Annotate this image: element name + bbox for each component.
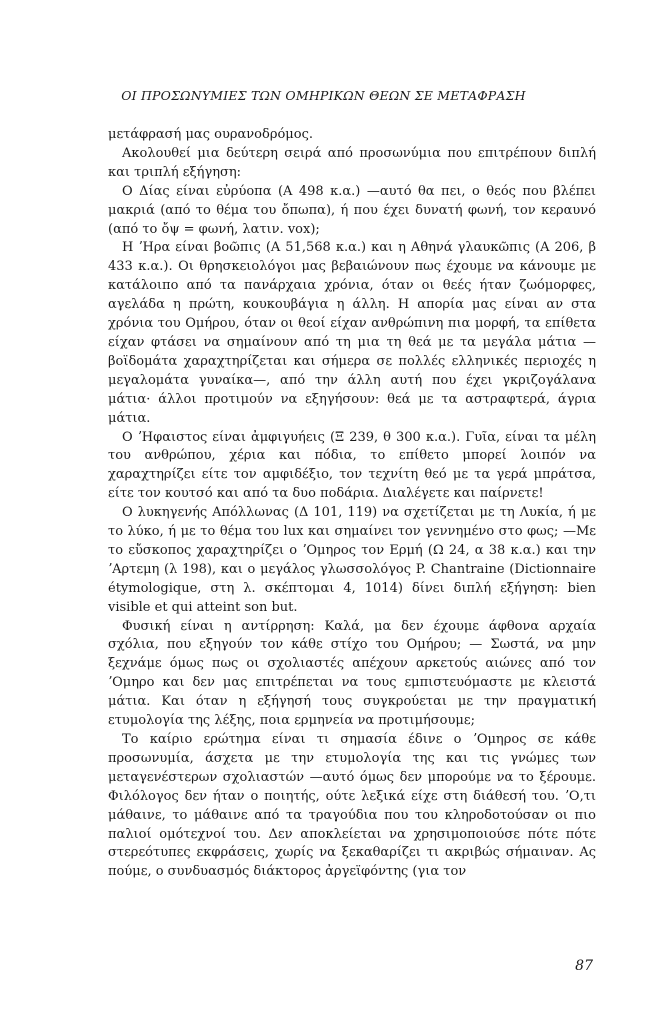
paragraph: Το καίριο ερώτημα είναι τι σημασία έδινε ο ʼΟμηρος σε κάθε προσωνυμία, άσχετα με την ετυμολογία της και τις γνώμες των μεταγενέστερων σχολιαστών —αυτό όμως δεν μπορούμε να το ξέρουμε. Φιλόλογος δεν ήταν ο ποιητής, ούτε λεξικά είχε στη διάθεσή του. ʼΟ,τι μάθαινε, το μάθαινε από τα τραγούδια που του κληροδοτούσαν οι πιο παλιοί ομότεχνοί του. Δεν αποκλείεται να χρησιμοποιούσε πότε πότε στερεότυπες εκφράσεις, χωρίς να ξεκαθαρίζει τι ακριβώς σήμαιναν. Ας πούμε, ο συνδυασμός διάκτορος ἀργεϊφόντης (για τον bbox=[108, 732, 596, 880]
paragraph: Φυσική είναι η αντίρρηση: Καλά, μα δεν έχουμε άφθονα αρχαία σχόλια, που εξηγούν τον κάθε στίχο του Ομήρου; — Σωστά, να μην ξεχνάμε όμως πως οι σχολιαστές απέχουν αρκετούς αιώνες από τον ʼΟμηρο και δεν μας επιτρέπεται να τους εμπιστευόμαστε με κλειστά μάτια. Και όταν η εξήγησή τους συγκρούεται με την πραγματική ετυμολογία της λέξης, ποια ερμηνεία να προτιμήσουμε; bbox=[108, 618, 596, 729]
page-number: 87 bbox=[575, 958, 593, 974]
paragraph: Ακολουθεί μια δεύτερη σειρά από προσωνύμια που επιτρέπουν διπλή και τριπλή εξήγηση: bbox=[108, 145, 596, 180]
paragraph: Ο ʼΗφαιστος είναι ἀμφιγυήεις (Ξ 239, θ 300 κ.α.). Γυῖα, είναι τα μέλη του ανθρώπου, χέρια και πόδια, το επίθετο μπορεί λοιπόν να χαραχτηρίζει είτε τον αμφιδέξιο, τον τεχνίτη θεό με τα γερά μπράτσα, είτε τον κουτσό και από τα δυο ποδάρια. Διαλέγετε και παίρνετε! bbox=[108, 429, 596, 502]
paragraph: Ο λυκηγενής Απόλλωνας (Δ 101, 119) να σχετίζεται με τη Λυκία, ή με το λύκο, ή με το θέμα του lux και σημαίνει τον γεννημένο στο φως; —Με το εὔσκοπος χαραχτηρίζει ο ʼΟμηρος τον Ερμή (Ω 24, α 38 κ.α.) και την ʼΑρτεμη (λ 198), και ο μεγάλος γλωσσολόγος P. Chantraine (Dictionnaire étymologique, στη λ. σκέπτομαι 4, 1014) δίνει διπλή εξήγηση: bien visible et qui atteint son but. bbox=[108, 505, 596, 615]
running-head: ΟΙ ΠΡΟΣΩΝΥΜΙΕΣ ΤΩΝ ΟΜΗΡΙΚΩΝ ΘΕΩΝ ΣΕ ΜΕΤΑΦΡΑΣΗ bbox=[121, 88, 526, 103]
paragraph-continuation: μετάφρασή μας ουρανοδρόμος. bbox=[108, 127, 313, 142]
body-text bbox=[108, 126, 596, 882]
paragraph: Ο Δίας είναι εὐρύοπα (Α 498 κ.α.) —αυτό θα πει, ο θεός που βλέπει μακριά (από το θέμα του ὄπωπα), ή που έχει δυνατή φωνή, τον κεραυνό (από το ὄψ = φωνή, λατιν. vox); bbox=[108, 183, 596, 237]
paragraph: Η ʼΗρα είναι βοῶπις (Α 51,568 κ.α.) και η Αθηνά γλαυκῶπις (Α 206, β 433 κ.α.). Οι θρησκειολόγοι μας βεβαιώνουν πως έχουμε να κάνουμε με κατάλοιπο από τα πανάρχαια χρόνια, όταν οι θεές ήταν ζωόμορφες, αγελάδα η πρώτη, κουκουβάγια η άλλη. Η απορία μας είναι αν στα χρόνια του Ομήρου, όταν οι θεοί είχαν ανθρώπινη πια μορφή, τα επίθετα είχαν φτάσει να σημαίνουν από τη μια τη θεά με τα μεγάλα μάτια —βοϊδομάτα χαραχτηρίζεται και σήμερα σε πολλές ελληνικές περιοχές η μεγαλομάτα γυναίκα—, από την άλλη αυτή που έχει γκριζογάλανα μάτια· άλλοι προτιμούν να εξηγήσουν: θεά με τα αστραφτερά, άγρια μάτια. bbox=[108, 240, 596, 426]
